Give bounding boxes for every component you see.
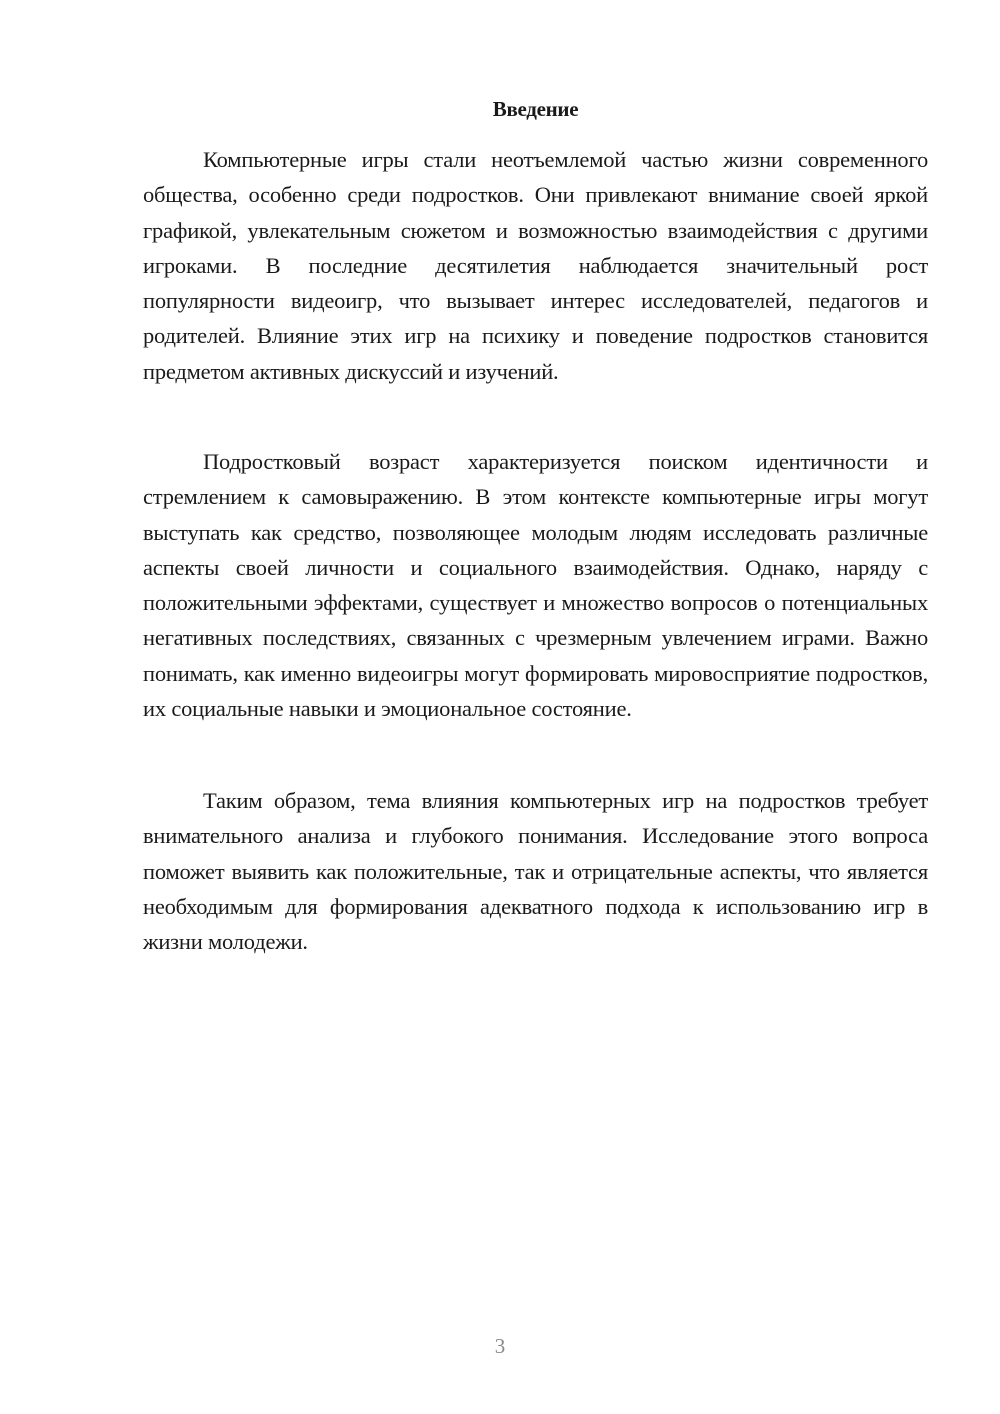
paragraph-2: Подростковый возраст характеризуется поиском идентичности и стремлением к самовыражению. В этом контексте компьютерные игры могут выступать как средство, позволяющее молодым людям исследовать различные аспекты своей личности и социального взаимодействия. Однако, наряду с положительными эффектами, существует и множество вопросов о потенциальных негативных последствиях, связанных с чрезмерным увлечением играми. Важно понимать, как именно видеоигры могут формировать мировосприятие подростков, их социальные навыки и эмоциональное состояние. <box>143 449 928 722</box>
section-title: Введение <box>492 97 579 121</box>
paragraph-3: Таким образом, тема влияния компьютерных игр на подростков требует внимательного анализа и глубокого понимания. Исследование этого вопроса поможет выявить как положительные, так и отрицательные аспекты, что является необходимым для формирования адекватного подхода к использованию игр в жизни молодежи. <box>143 788 928 955</box>
paragraph-1: Компьютерные игры стали неотъемлемой частью жизни современного общества, особенно среди подростков. Они привлекают внимание своей яркой графикой, увлекательным сюжетом и возможностью взаимодействия с другими игроками. В последние десятилетия наблюдается значительный рост популярности видеоигр, что вызывает интерес исследователей, педагогов и родителей. Влияние этих игр на психику и поведение подростков становится предметом активных дискуссий и изучений. <box>143 147 928 384</box>
page-number: 3 <box>494 1334 506 1358</box>
